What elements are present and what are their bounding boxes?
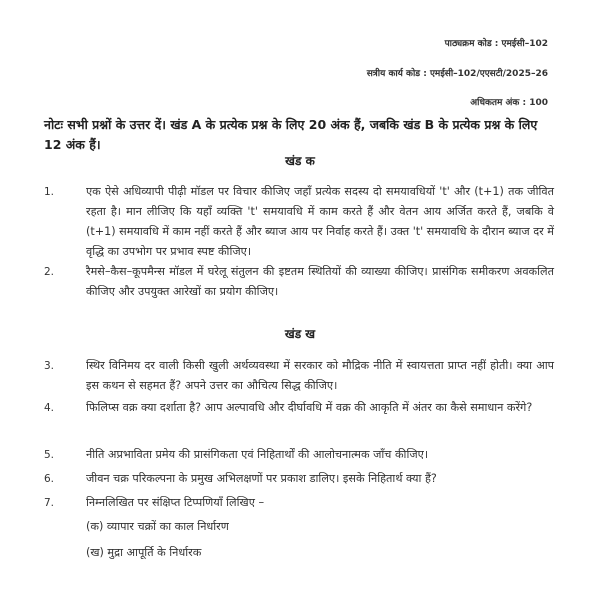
question-number: 1. [44,186,55,198]
question-text: एक ऐसे अधिव्यापी पीढ़ी मॉडल पर विचार कीजिए जहाँ प्रत्येक सदस्य दो समयावधियों 't' और (t+1) तक जीवित रहता है। मान लीजिए कि यहाँ व्यक्ति 't' समयावधि में काम करते हैं और वेतन आय अर्जित करते हैं, जबकि वे (t+1) समयावधि में काम नहीं करते हैं और ब्याज आय पर निर्वाह करते हैं। उक्त 't' समयावधि के दौरान ब्याज दर में वृद्धि का उपभोग पर प्रभाव स्पष्ट कीजिए। [86,185,554,258]
question-1 [44,182,554,262]
question-3 [44,356,554,396]
question-number: 6. [44,473,55,485]
question-6 [44,469,554,489]
question-number: 2. [44,266,55,278]
max-marks: अधिकतम अंक : 100 [470,98,548,108]
question-2 [44,262,554,302]
question-5 [44,445,554,465]
assignment-code: सत्रीय कार्य कोड : एमईसी–102/एएसटी/2025–26 [366,69,548,79]
question-text: निम्नलिखित पर संक्षिप्त टिप्पणियाँ लिखिए – [86,496,265,509]
question-text: स्थिर विनिमय दर वाली किसी खुली अर्थव्यवस्था में सरकार को मौद्रिक नीति में स्वायत्तता प्राप्त नहीं होती। क्या आप इस कथन से सहमत हैं? अपने उत्तर का औचित्य सिद्ध कीजिए। [86,359,554,392]
sub-item-b: (ख) मुद्रा आपूर्ति के निर्धारक [86,546,202,559]
section-b-title: खंड ख [284,327,316,341]
question-text: नीति अप्रभाविता प्रमेय की प्रासंगिकता एवं निहितार्थों की आलोचनात्मक जाँच कीजिए। [86,448,429,461]
question-number: 7. [44,497,55,509]
question-4 [44,398,554,418]
question-number: 5. [44,449,55,461]
sub-item-a: (क) व्यापार चक्रों का काल निर्धारण [86,520,229,533]
course-code: पाठ्यक्रम कोड : एमईसी–102 [444,39,548,49]
question-text: फिलिप्स वक्र क्या दर्शाता है? आप अल्पावधि और दीर्घावधि में वक्र की आकृति में अंतर का कैसे समाधान करेंगे? [86,401,533,414]
section-a-title: खंड क [285,154,315,168]
question-number: 3. [44,360,55,372]
question-number: 4. [44,402,55,414]
question-text: जीवन चक्र परिकल्पना के प्रमुख अभिलक्षणों पर प्रकाश डालिए। इसके निहितार्थ क्या हैं? [86,472,437,485]
instructions-note: नोटः सभी प्रश्नों के उत्तर दें। खंड A के प्रत्येक प्रश्न के लिए 20 अंक हैं, जबकि खंड B के प्रत्येक प्रश्न के लिए 12 अंक हैं। [44,117,538,152]
question-text: रैमसे–कैस–कूपमैन्स मॉडल में घरेलू संतुलन की इष्टतम स्थितियों की व्याख्या कीजिए। प्रासंगिक समीकरण अवकलित कीजिए और उपयुक्त आरेखों का प्रयोग कीजिए। [86,265,554,298]
question-7 [44,493,554,513]
